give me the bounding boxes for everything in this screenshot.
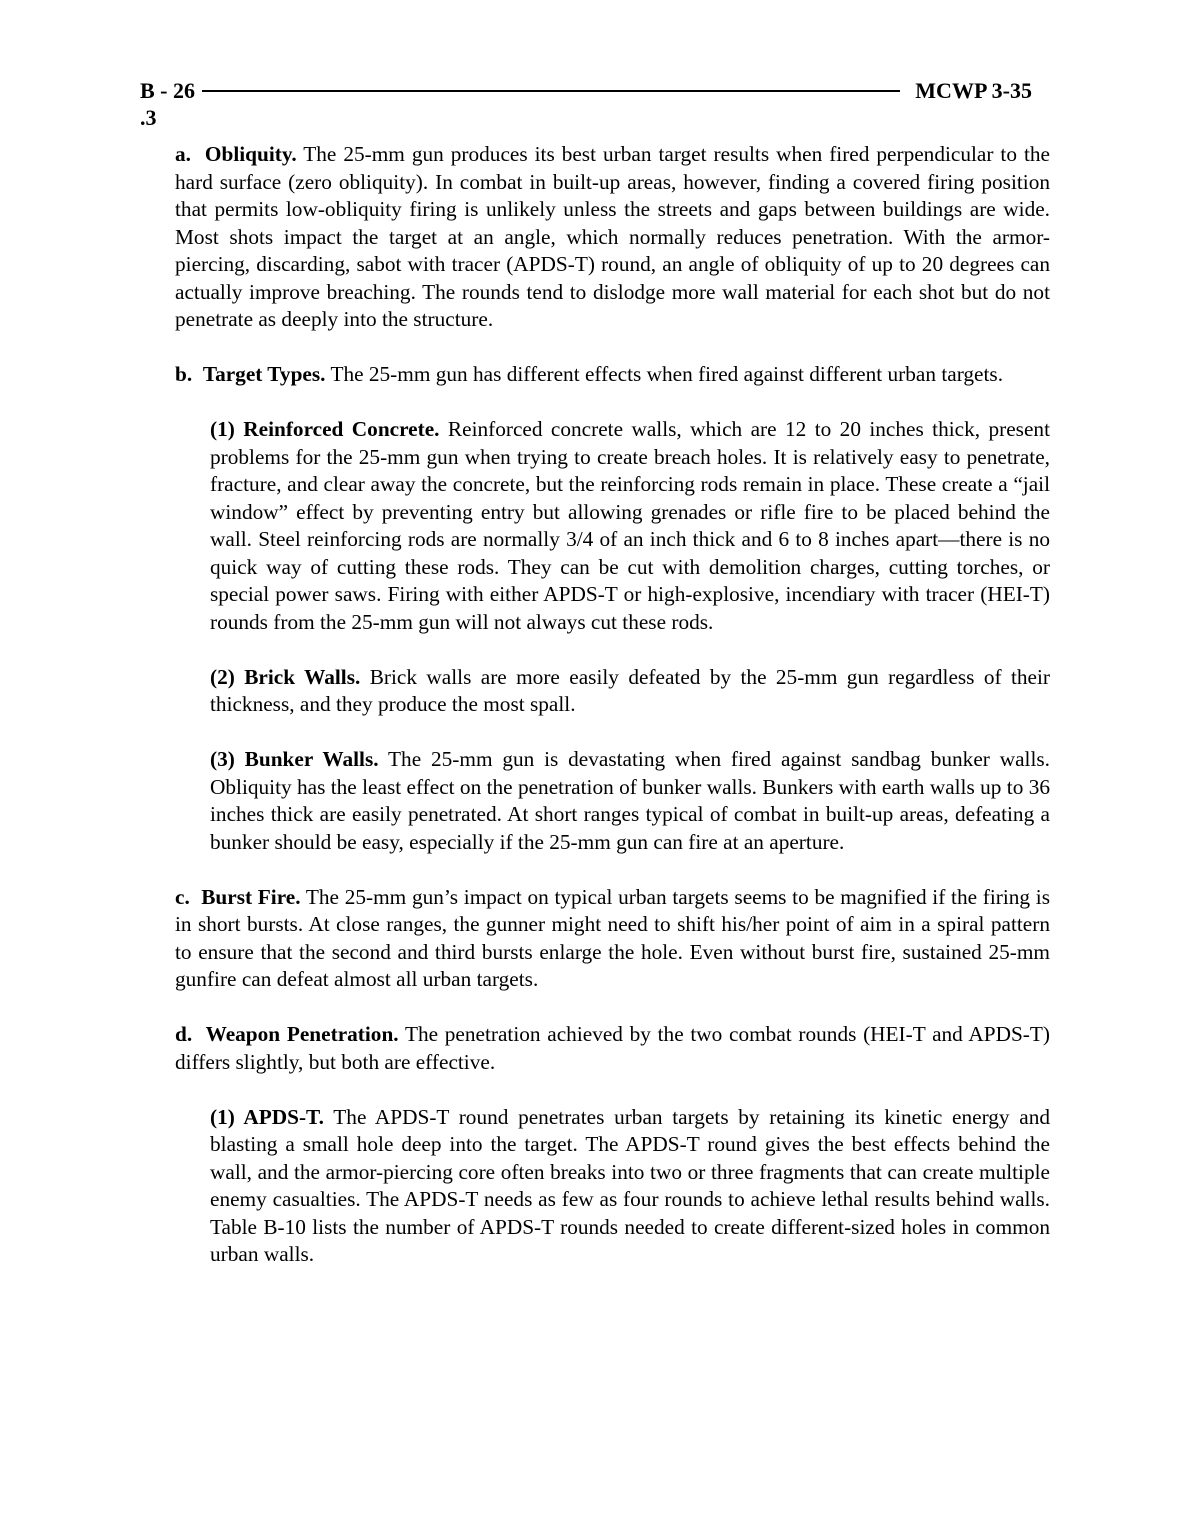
subparagraph-reinforced-concrete — [210, 416, 1050, 636]
paragraph-heading: (1) APDS-T. — [210, 1104, 324, 1129]
paragraph-text: Brick walls are more easily defeated by the 25-mm gun regardless of their thickness, and they produce the most spall. — [210, 664, 1051, 716]
paragraph-text: Reinforced concrete walls, which are 12 to 20 inches thick, present problems for the 25-mm gun when trying to create breach holes. It is relatively easy to penetrate, fracture, and clear away the concrete, but the reinforcing rods remain in place. These create a “jail window” effect by preventing entry but allowing grenades or rifle fire to be placed behind the wall. Steel reinforcing rods are normally 3/4 of an inch thick and 6 to 8 inches apart—there is no quick way of cutting these rods. They can be cut with demolition charges, cutting torches, or special power saws. Firing with either APDS-T or high-explosive, incendiary with tracer (HEI-T) rounds from the 25-mm gun will not always cut these rods. — [210, 417, 1050, 634]
paragraph-heading: (2) Brick Walls. — [210, 664, 361, 689]
paragraph-text: The penetration achieved by the two combat rounds (HEI-T and APDS-T) differs slightly, but both are effective. — [175, 1022, 1050, 1074]
document-id: MCWP 3-35 — [915, 78, 1032, 103]
paragraph-heading: a. Obliquity. — [175, 142, 297, 166]
subparagraph-brick-walls — [210, 664, 1050, 719]
paragraph-heading: c. Burst Fire. — [175, 884, 301, 909]
paragraph-heading: d. Weapon Penetration. — [175, 1022, 399, 1046]
paragraph-text: The 25-mm gun has different effects when fired against different urban targets. — [330, 362, 1004, 386]
paragraph-heading: b. Target Types. — [175, 362, 326, 386]
page-number: B - 26 — [140, 78, 195, 103]
paragraph-heading: (3) Bunker Walls. — [210, 747, 379, 771]
paragraph-target-types — [175, 361, 1050, 389]
document-body — [175, 141, 1050, 1296]
paragraph-text: The 25-mm gun produces its best urban target results when fired perpendicular to the hard surface (zero obliquity). In combat in built-up areas, however, finding a covered firing position that permits low-obliquity firing is unlikely unless the streets and gaps between buildings are wide. Most shots impact the target at an angle, which normally reduces penetration. With the armor-piercing, discarding, sabot with tracer (APDS-T) round, an angle of obliquity of up to 20 degrees can actually improve breaching. The rounds tend to dislodge more wall material for each shot but do not penetrate as deeply into the structure. — [175, 142, 1050, 331]
page-header — [140, 78, 1032, 108]
header-rule — [202, 90, 900, 92]
subparagraph-bunker-walls — [210, 746, 1050, 856]
paragraph-heading: (1) Reinforced Concrete. — [210, 417, 440, 441]
paragraph-weapon-penetration — [175, 1021, 1050, 1076]
paragraph-text: The 25-mm gun’s impact on typical urban targets seems to be magnified if the firing is in short bursts. At close ranges, the gunner might need to shift his/her point of aim in a spiral pattern to ensure that the second and third bursts enlarge the hole. Even without burst fire, sustained 25-mm gunfire can defeat almost all urban targets. — [175, 884, 1050, 991]
paragraph-obliquity — [175, 141, 1050, 334]
paragraph-text: The 25-mm gun is devastating when fired against sandbag bunker walls. Obliquity has the least effect on the penetration of bunker walls. Bunkers with earth walls up to 36 inches thick are easily penetrated. At short ranges typical of combat in built-up areas, defeating a bunker should be easy, especially if the 25-mm gun can fire at an aperture. — [210, 747, 1050, 854]
paragraph-burst-fire — [175, 884, 1050, 994]
subparagraph-apds-t — [210, 1104, 1050, 1269]
page-number-continuation: .3 — [140, 105, 157, 130]
paragraph-text: The APDS-T round penetrates urban targets by retaining its kinetic energy and blasting a small hole deep into the target. The APDS-T round gives the best effects behind the wall, and the armor-piercing core often breaks into two or three fragments that can create multiple enemy casualties. The APDS-T needs as few as four rounds to achieve lethal results behind walls. Table B-10 lists the number of APDS-T rounds needed to create different-sized holes in common urban walls. — [210, 1104, 1050, 1266]
